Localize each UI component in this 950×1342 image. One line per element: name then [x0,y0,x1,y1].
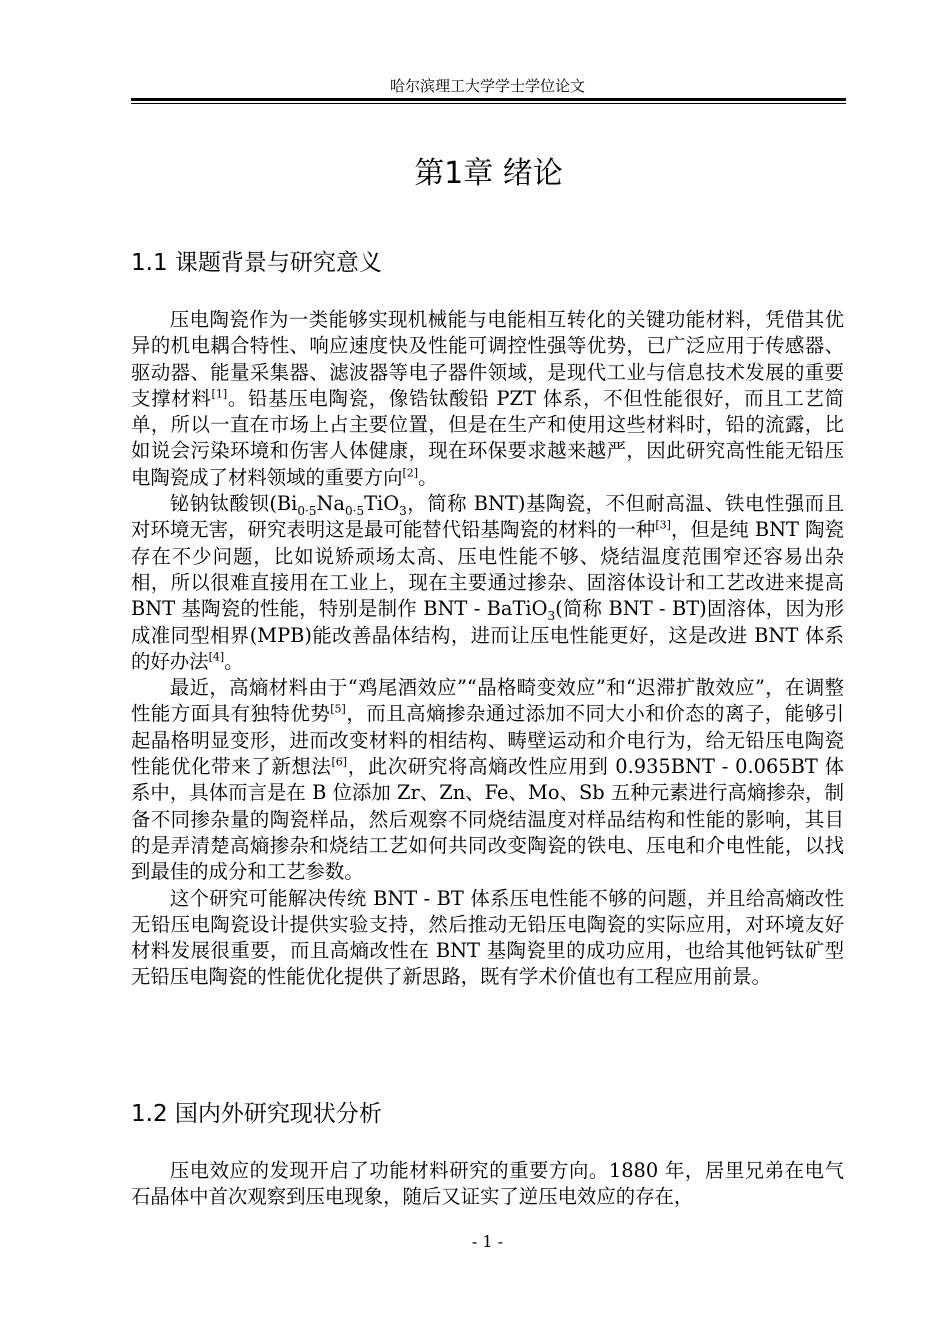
section-1-1-body [131,307,844,991]
paragraph-text: 铋钠钛酸钡(Bi [169,492,298,516]
subscript: 3 [399,503,407,518]
citation-ref: [6] [331,755,348,769]
paragraph-text: 。 [418,465,438,489]
paragraph-text: ，但是纯 BNT 陶瓷存在不少问题，比如说矫顽场太高、压电性能不够、烧结温度范围窄还容易出杂相，所以很难直接用在工业上，现在主要通过掺杂、固溶体设计和工艺改进来提高 BNT 基陶瓷的性能，特别是制作 BNT - BaTiO [131,518,844,621]
citation-ref: [1] [211,387,228,401]
paragraph [131,675,844,885]
paragraph-text: TiO [364,492,400,516]
subscript: 3 [547,609,556,624]
paragraph [131,307,844,491]
paragraph [131,886,844,991]
paragraph-text: 。 [224,649,244,673]
paragraph-text: ，此次研究将高熵改性应用到 0.935BNT - 0.065BT 体系中，具体而言是在 B 位添加 Zr、Zn、Fe、Mo、Sb 五种元素进行高熵掺杂，制备不同掺杂量的陶瓷样品，然后观察不同烧结温度对样品结构和性能的影响，其目的是弄清楚高熵掺杂和烧结工艺如何共同改变陶瓷的铁电、压电和介电性能，以找到最佳的成分和工艺参数。 [131,755,845,884]
paragraph-text: Na [316,492,345,516]
citation-ref: [4] [208,650,225,664]
paragraph-text: 压电效应的发现开启了功能材料研究的重要方向。1880 年，居里兄弟在电气石晶体中首次观察到压电现象，随后又证实了逆压电效应的存在， [131,1159,844,1209]
header-rule-thick [131,98,846,101]
paragraph [131,491,844,675]
paragraph-text: 压电陶瓷作为一类能够实现机械能与电能相互转化的关键功能材料，凭借其优异的机电耦合特性、响应速度快及性能可调控性强等优势，已广泛应用于传感器、驱动器、能量采集器、滤波器等电子器件领域，是现代工业与信息技术发展的重要支撑材料 [131,308,844,410]
citation-ref: [2] [402,466,419,480]
section-1-2-body [131,1158,844,1211]
subscript: 0·5 [297,503,317,518]
subscript: 0·5 [345,503,365,518]
running-header: 哈尔滨理工大学学士学位论文 [389,77,585,95]
paragraph-text: ，简称 BNT)基陶瓷，不但耐高温、铁电性强而且对环境无害，研究表明这是最可能替代铅基陶瓷的材料的一种 [131,492,844,542]
paragraph-text: 这个研究可能解决传统 BNT - BT 体系压电性能不够的问题，并且给高熵改性无铅压电陶瓷设计提供实验支持，然后推动无铅压电陶瓷的实际应用，对环境友好材料发展很重要，而且高熵改性在 BNT 基陶瓷里的成功应用，也给其他钙钛矿型无铅压电陶瓷的性能优化提供了新思路，既有学术价值也有工程应用前景。 [131,886,844,989]
paragraph-text: 。铅基压电陶瓷，像锆钛酸铅 PZT 体系，不但性能很好，而且工艺简单，所以一直在市场上占主要位置，但是在生产和使用这些材料时，铅的流露，比如说会污染环境和伤害人体健康，现在环保要求越来越严，因此研究高性能无铅压电陶瓷成了材料领域的重要方向 [131,386,845,489]
chapter-title: 第1章 绪论 [414,156,563,191]
paragraph-text: ，而且高熵掺杂通过添加不同大小和价态的离子，能够引起晶格明显变形，进而改变材料的相结构、畴壁运动和介电行为，给无铅压电陶瓷性能优化带来了新想法 [131,702,845,779]
page-number: - 1 - [471,1232,504,1251]
section-title-1-1: 1.1 课题背景与研究意义 [131,250,382,276]
section-title-1-2: 1.2 国内外研究现状分析 [131,1101,382,1127]
citation-ref: [3] [655,518,671,532]
paragraph [131,1158,844,1211]
header-rule-thin [131,103,846,104]
citation-ref: [5] [330,702,346,716]
paragraph-text: (简称 BNT - BT)固溶体，因为形成准同型相界(MPB)能改善晶体结构，进而让压电性能更好，这是改进 BNT 体系的好办法 [131,597,844,673]
paragraph-text: 最近，高熵材料由于“鸡尾酒效应”“晶格畸变效应”和“迟滞扩散效应”，在调整性能方面具有独特优势 [131,676,844,726]
